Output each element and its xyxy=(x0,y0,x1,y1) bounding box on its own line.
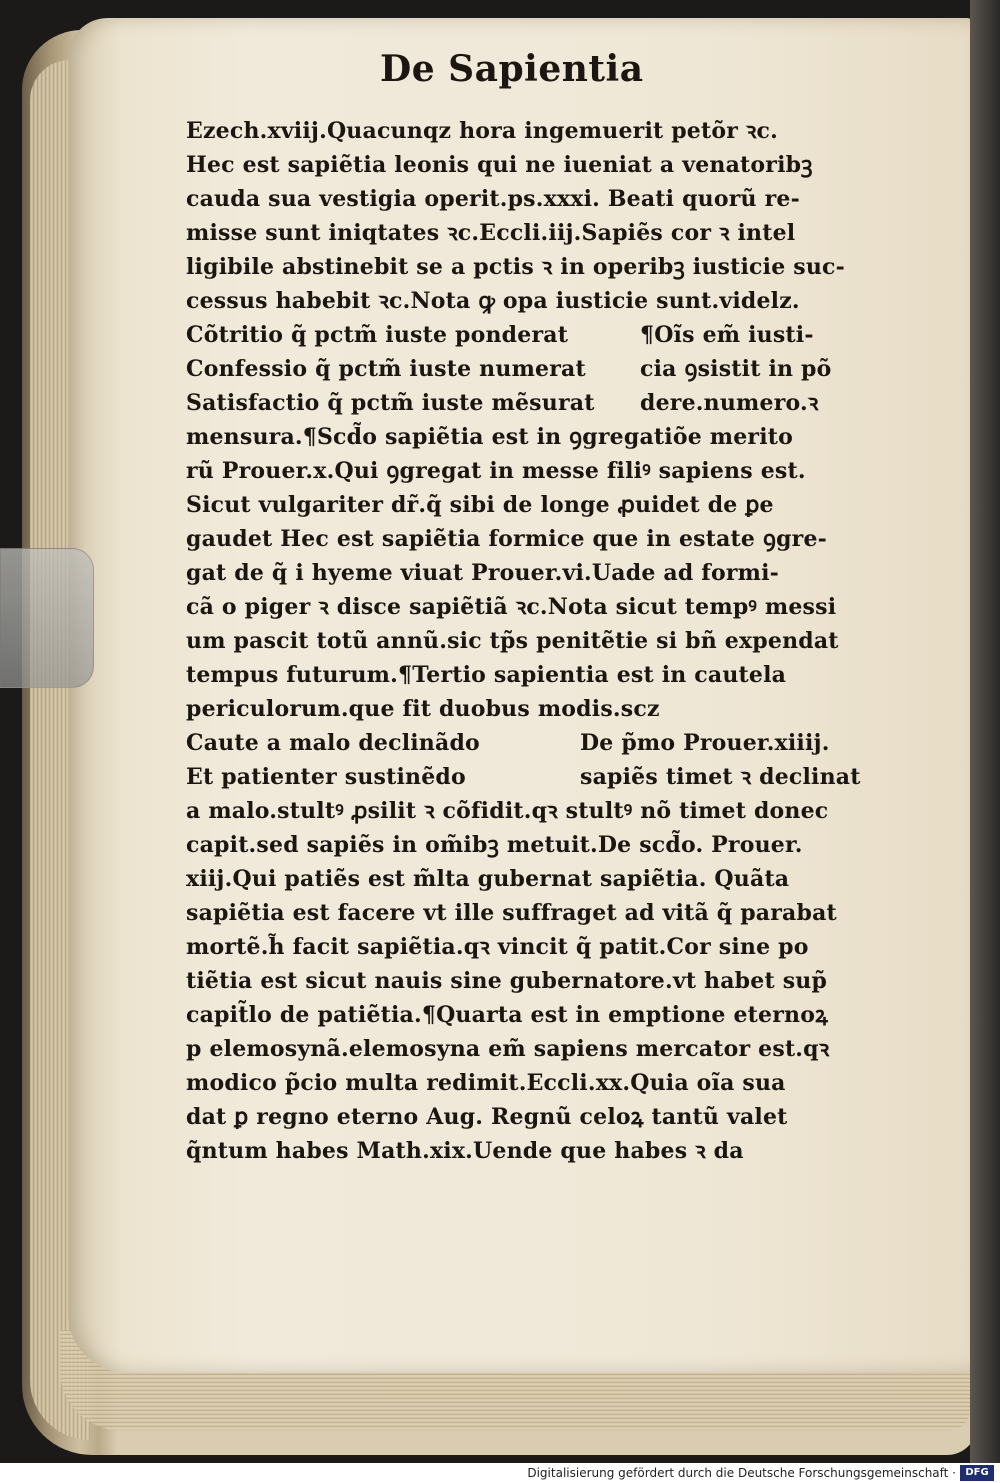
split-right-line: dere.numero.ꝛ xyxy=(640,390,819,416)
text-line: cauda sua vestigia operit.ps.xxxi. Beati quorũ re- xyxy=(186,186,800,212)
split-right-line: De p̃mo Prouer.xiiij. xyxy=(580,730,830,756)
text-line: modico p̃cio multa redimit.Eccli.xx.Quia oĩa sua xyxy=(186,1070,786,1096)
split-right-line: cia ꝯsistit in põ xyxy=(640,356,832,382)
text-line: rũ Prouer.x.Qui ꝯgregat in messe filiꝰ sapiens est. xyxy=(186,458,806,484)
page-heading: De Sapientia xyxy=(380,48,644,90)
text-line: mensura.¶Scd̃o sapiẽtia est in ꝯgregatiõe merito xyxy=(186,424,794,450)
page-clip-marker xyxy=(0,548,94,688)
split-left-line: Confessio q̃ pctm̃ iuste numerat xyxy=(186,356,586,382)
text-line: q̃ntum habes Math.xix.Uende que habes ꝛ da xyxy=(186,1138,744,1164)
text-line: sapiẽtia est facere vt ille suffraget ad vitã q̃ parabat xyxy=(186,900,837,926)
text-line: Sicut vulgariter dr̃.q̃ sibi de longe ꝓuidet de ꝑe xyxy=(186,492,774,518)
text-line: mortẽ.h̃ facit sapiẽtia.qꝛ vincit q̃ patit.Cor sine po xyxy=(186,934,809,960)
split-right-line: ¶Oĩs em̃ iusti- xyxy=(640,322,814,348)
split-left-line: Satisfactio q̃ pctm̃ iuste mẽsurat xyxy=(186,390,595,416)
text-line: gat de q̃ i hyeme viuat Prouer.vi.Uade ad formi- xyxy=(186,560,779,586)
text-line: a malo.stultꝰ ꝓsilit ꝛ cõfidit.qꝛ stultꝰ nõ timet donec xyxy=(186,798,829,824)
dfg-logo[interactable]: DFG xyxy=(960,1465,994,1481)
split-left-line: Caute a malo declinãdo xyxy=(186,730,480,756)
text-line: tempus futurum.¶Tertio sapientia est in cautela xyxy=(186,662,787,688)
text-line: dat ꝑ regno eterno Aug. Regnũ celoꝝ tantũ valet xyxy=(186,1104,788,1130)
split-left-line: Cõtritio q̃ pctm̃ iuste ponderat xyxy=(186,322,569,348)
text-line: tiẽtia est sicut nauis sine gubernatore.vt habet sup̃ xyxy=(186,968,828,994)
text-line: ligibile abstinebit se a pctis ꝛ in operibꝫ iusticie suc- xyxy=(186,254,845,280)
digitization-footer xyxy=(0,1463,1000,1483)
text-line: capit̃lo de patiẽtia.¶Quarta est in emptione eternoꝝ xyxy=(186,1002,828,1028)
text-line: p elemosynã.elemosyna em̃ sapiens mercator est.qꝛ xyxy=(186,1036,830,1062)
text-line: misse sunt iniqtates ꝛc.Eccli.iij.Sapiẽs cor ꝛ intel xyxy=(186,220,796,246)
text-line: Ezech.xviij.Quacunqz hora ingemuerit petõr ꝛc. xyxy=(186,118,778,144)
text-line: gaudet Hec est sapiẽtia formice que in estate ꝯgre- xyxy=(186,526,827,552)
text-line: capit.sed sapiẽs in om̃ibꝫ metuit.De scd̃o. Prouer. xyxy=(186,832,803,858)
text-line: cessus habebit ꝛc.Nota ꝙ opa iusticie sunt.videlz. xyxy=(186,288,800,314)
text-line: um pascit totũ annũ.sic tp̃s penitẽtie si bñ expendat xyxy=(186,628,839,654)
footer-credit: Digitalisierung gefördert durch die Deutsche Forschungsgemeinschaft · xyxy=(527,1466,956,1480)
binding-shadow xyxy=(970,0,1000,1463)
split-left-line: Et patienter sustinẽdo xyxy=(186,764,466,790)
text-line: periculorum.que fit duobus modis.scz xyxy=(186,696,660,722)
split-right-line: sapiẽs timet ꝛ declinat xyxy=(580,764,861,790)
text-line: Hec est sapiẽtia leonis qui ne iueniat a venatoribꝫ xyxy=(186,152,813,178)
text-line: xiij.Qui patiẽs est m̃lta gubernat sapiẽtia. Quãta xyxy=(186,866,790,892)
text-line: cã o piger ꝛ disce sapiẽtiã ꝛc.Nota sicut tempꝰ messi xyxy=(186,594,837,620)
